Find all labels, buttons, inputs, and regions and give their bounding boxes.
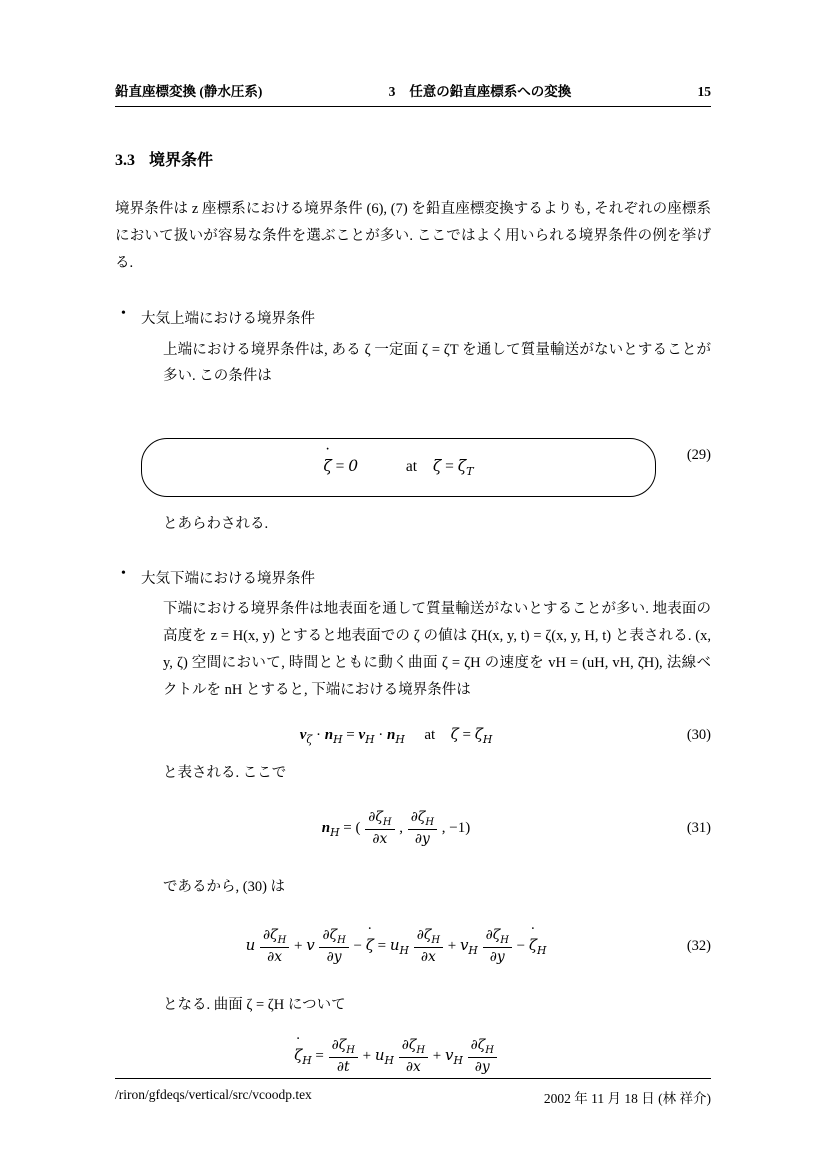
bullet-after-text: とあらわされる. bbox=[163, 516, 269, 533]
after-eq30-text: と表される. ここで bbox=[163, 765, 287, 782]
section-heading bbox=[115, 147, 711, 170]
header-section-title: 任意の鉛直座標系への変換 bbox=[409, 84, 572, 99]
equation-29-body: ζ ˙ = 0 at $\zeta = \zeta_T$ bbox=[152, 457, 645, 478]
intro-paragraph: 境界条件は z 座標系における境界条件 (6), (7) を鉛直座標変換するよりも, それぞれの座標系において扱いが容易な条件を選ぶことが多い. ここではよく用いられる境界条件の例を挙げる. bbox=[115, 201, 711, 271]
equation-32-row bbox=[141, 927, 711, 966]
equation-32-tag: (32) bbox=[686, 938, 711, 955]
equation-31-row bbox=[141, 809, 711, 848]
bullet-title: • 大気上端における境界条件 bbox=[141, 311, 315, 328]
header-page-number: 15 bbox=[697, 84, 711, 99]
equation-32-body: u $\frac{\partial\zeta_H}{\partial x}$ + v $\frac{\partial\zeta_H}{\partial y}$ − ζ ˙ = $u_H$ $\frac{\partial\zeta_H}{\partial x}$ + $v_H$ $\frac{\partial\zeta_H}{\partial y}$ − ζ $˙_H$ bbox=[141, 927, 651, 966]
page-footer bbox=[115, 1078, 711, 1107]
footer-file-path: /riron/gfdeqs/vertical/src/vcoodp.tex bbox=[115, 1087, 312, 1102]
after-eq31-text: であるから, (30) は bbox=[163, 879, 286, 896]
equation-30-at: at bbox=[424, 727, 436, 744]
section-heading-title: 境界条件 bbox=[149, 152, 214, 169]
bullet-body: 下端における境界条件は地表面を通して質量輸送がないとすることが多い. 地表面の高度を z = H(x, y) とすると地表面での ζ の値は ζH(x, y, t) = ζ(x, y, H, t) と表される. (x, y, ζ) 空間において, 時間とともに動く曲面 ζ = ζH の速度を vH = (uH, vH, ζ̇H), 法線ベクトルを nH とすると, 下端における境界条件は bbox=[163, 601, 711, 698]
header-section bbox=[262, 80, 697, 100]
after-eq32-text: となる. 曲面 ζ = ζH について bbox=[163, 997, 346, 1014]
header-section-number: 3 bbox=[388, 84, 396, 99]
header-left-title: 鉛直座標変換 (静水圧系) bbox=[115, 84, 263, 99]
equation-30-tag: (30) bbox=[686, 727, 711, 744]
equation-31-minus-one: −1) bbox=[449, 820, 471, 837]
list-item bbox=[115, 566, 711, 1076]
bullet-body: 上端における境界条件は, ある ζ 一定面 ζ = ζT を通して質量輸送がないとすることが多い. この条件は bbox=[163, 341, 711, 385]
equation-29-at: at bbox=[405, 458, 418, 476]
list-item bbox=[115, 306, 711, 538]
running-header bbox=[115, 80, 711, 107]
equation-31-body: $n_H$ = ( $\frac{\partial\zeta_H}{\partial x}$ , $\frac{\partial\zeta_H}{\partial y}$ , −1) bbox=[321, 809, 471, 848]
page-content bbox=[115, 80, 711, 1096]
equation-last-body: ζ $˙_H$ = $\frac{\partial\zeta_H}{\partial t}$ + $u_H$ $\frac{\partial\zeta_H}{\partial x}$ + $v_H$ $\frac{\partial\zeta_H}{\partial y}$ bbox=[141, 1037, 651, 1076]
equation-30-row bbox=[141, 725, 711, 746]
equation-29-box bbox=[141, 438, 656, 497]
section-heading-number: 3.3 bbox=[115, 152, 135, 169]
bullet-title: • 大気下端における境界条件 bbox=[141, 571, 315, 588]
equation-last-row bbox=[141, 1037, 711, 1076]
boundary-condition-list bbox=[115, 306, 711, 1076]
equation-29-tag: (29) bbox=[686, 447, 711, 464]
equation-29-row bbox=[141, 414, 711, 497]
equation-31-tag: (31) bbox=[686, 820, 711, 837]
footer-date: 2002 年 11 月 18 日 (林 祥介) bbox=[543, 1091, 711, 1106]
equation-30-body: $v_\zeta \cdot n_H = v_H \cdot n_H$ at $\zeta = \zeta_H$ bbox=[299, 725, 493, 747]
